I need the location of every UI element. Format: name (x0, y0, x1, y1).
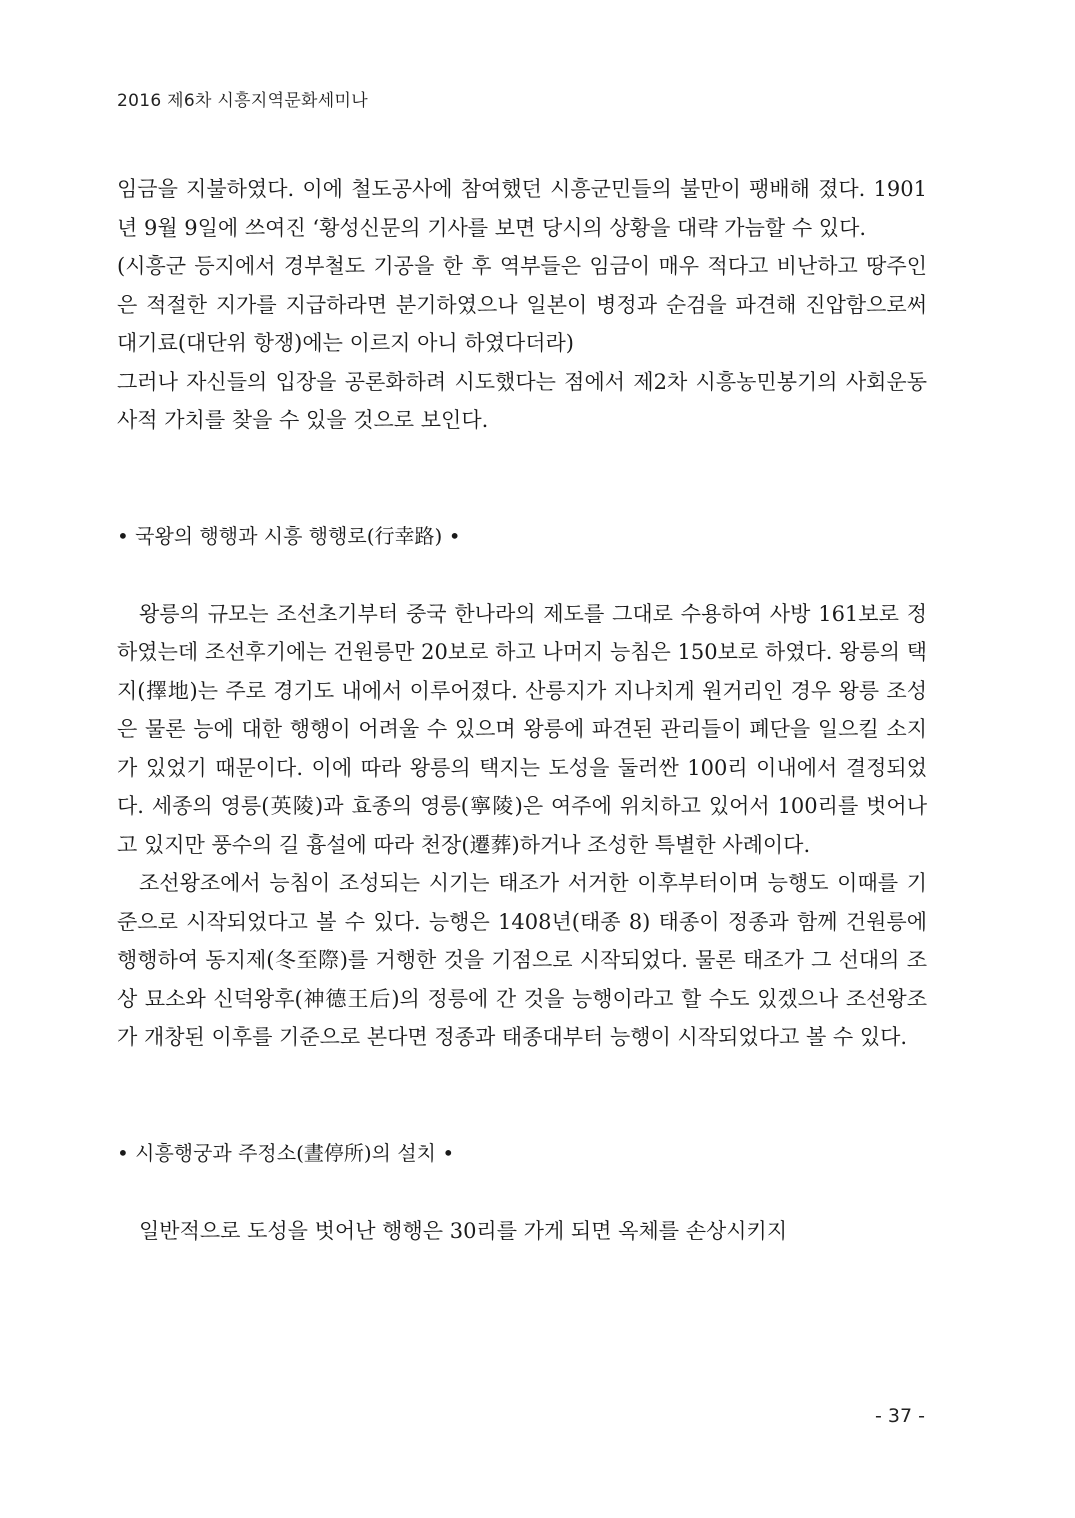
spacer (117, 440, 927, 517)
page-number: - 37 - (875, 1405, 925, 1427)
section-title: • 시흥행궁과 주정소(晝停所)의 설치 • (117, 1140, 455, 1165)
paragraph: 일반적으로 도성을 벗어난 행행은 30리를 가게 되면 옥체를 손상시키지 (139, 1218, 788, 1243)
spacer (117, 555, 927, 595)
running-header: 2016 제6차 시흥지역문화세미나 (117, 91, 368, 111)
spacer (117, 1172, 927, 1212)
section-title: • 국왕의 행행과 시흥 행행로(行幸路) • (117, 523, 461, 548)
paragraph: 임금을 지불하였다. 이에 철도공사에 참여했던 시흥군민들의 불만이 팽배해 졌다. 1901년 9월 9일에 쓰여진 ‘황성신문의 기사를 보면 당시의 상황을 대략 가늠할 수 있다. (117, 177, 927, 240)
paragraph-quote: (시흥군 등지에서 경부철도 기공을 한 후 역부들은 임금이 매우 적다고 비난하고 땅주인은 적절한 지가를 지급하라면 분기하였으나 일본이 병정과 순검을 파견해 진압함으로써 대기료(대단위 항쟁)에는 이르지 아니 하였다더라) (117, 254, 927, 355)
page-body (117, 170, 927, 1250)
spacer (117, 1057, 927, 1134)
paragraph: 왕릉의 규모는 조선초기부터 중국 한나라의 제도를 그대로 수용하여 사방 161보로 정하였는데 조선후기에는 건원릉만 20보로 하고 나머지 능침은 150보로 하였다. 왕릉의 택지(擇地)는 주로 경기도 내에서 이루어졌다. 산릉지가 지나치게 원거리인 경우 왕릉 조성은 물론 능에 대한 행행이 어려울 수 있으며 왕릉에 파견된 관리들이 폐단을 일으킬 소지가 있었기 때문이다. 이에 따라 왕릉의 택지는 도성을 둘러싼 100리 이내에서 결정되었다. 세종의 영릉(英陵)과 효종의 영릉(寧陵)은 여주에 위치하고 있어서 100리를 벗어나고 있지만 풍수의 길 흉설에 따라 천장(遷葬)하거나 조성한 특별한 사례이다. (117, 601, 927, 857)
paragraph: 그러나 자신들의 입장을 공론화하려 시도했다는 점에서 제2차 시흥농민봉기의 사회운동사적 가치를 찾을 수 있을 것으로 보인다. (117, 369, 927, 432)
paragraph: 조선왕조에서 능침이 조성되는 시기는 태조가 서거한 이후부터이며 능행도 이때를 기준으로 시작되었다고 볼 수 있다. 능행은 1408년(태종 8) 태종이 정종과 함께 건원릉에 행행하여 동지제(冬至際)를 거행한 것을 기점으로 시작되었다. 물론 태조가 그 선대의 조상 묘소와 신덕왕후(神德王后)의 정릉에 간 것을 능행이라고 할 수도 있겠으나 조선왕조가 개창된 이후를 기준으로 본다면 정종과 태종대부터 능행이 시작되었다고 볼 수 있다. (117, 871, 927, 1049)
